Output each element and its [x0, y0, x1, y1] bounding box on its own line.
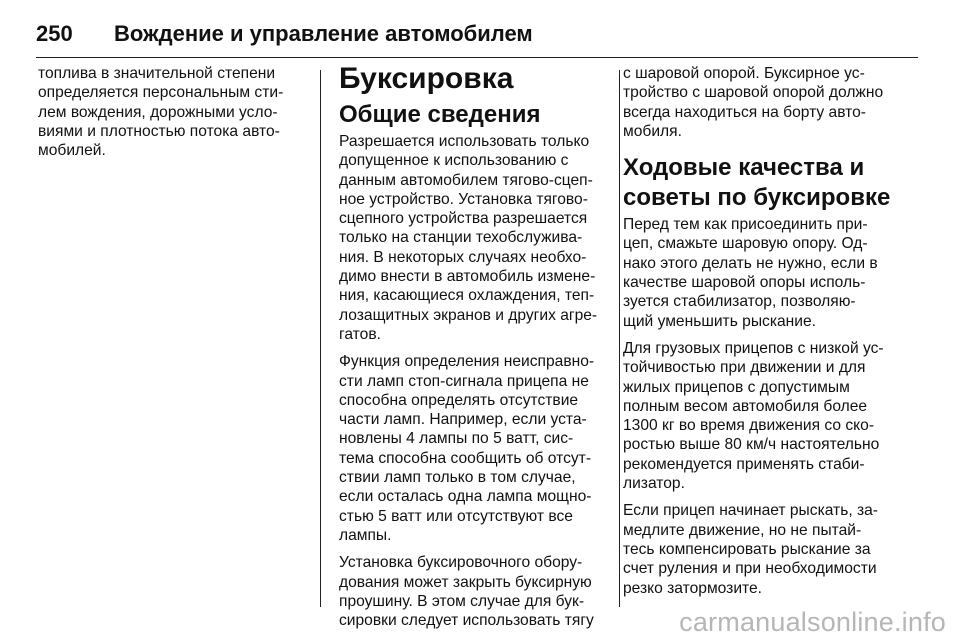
- text-line: Ходовые качества и: [623, 154, 865, 182]
- text-line: гатов.: [339, 325, 381, 343]
- text-line: зуется стабилизатор, позволяю-: [623, 293, 856, 311]
- text-line: части ламп. Например, если уста-: [339, 411, 587, 429]
- section-title-towing: Буксировка: [339, 62, 514, 95]
- page-header: [36, 10, 930, 58]
- paragraph-lamp-detection: [339, 352, 605, 545]
- text-line: Если прицеп начинает рыскать, за-: [623, 502, 879, 520]
- text-line: качестве шаровой опоры исполь-: [623, 274, 866, 292]
- watermark: carmanualsonline.info: [679, 607, 946, 637]
- text-line: данным автомобилем тягово-сцеп-: [339, 171, 593, 189]
- paragraph-fuel-consumption: [38, 64, 300, 160]
- subsection-title-driving-tips: [623, 153, 909, 213]
- paragraph-towing-eye: [339, 553, 605, 630]
- column-divider-2: [619, 70, 620, 607]
- chapter-title: Вождение и управление автомобилем: [114, 21, 533, 46]
- text-line: проушину. В этом случае для бук-: [339, 592, 585, 610]
- text-line: полным весом автомобиля более: [623, 397, 868, 415]
- text-line: лампы.: [339, 526, 392, 544]
- paragraph-snaking: [623, 501, 909, 597]
- text-column-2: [339, 64, 605, 638]
- text-line: ростью выше 80 км/ч настоятельно: [623, 436, 880, 454]
- text-line: тройство с шаровой опорой должно: [623, 84, 884, 102]
- paragraph-lubricate-ball: [623, 215, 909, 331]
- text-line: Разрешается использовать только: [339, 133, 590, 150]
- text-line: щий уменьшить рыскание.: [623, 312, 816, 330]
- text-line: дования может закрыть буксирную: [339, 573, 592, 591]
- text-line: димо внести в автомобиль измене-: [339, 268, 596, 286]
- text-line: тойчивостью при движении и для: [623, 359, 866, 377]
- text-line: всегда находиться на борту авто-: [623, 103, 866, 121]
- text-line: новлены 4 лампы по 5 ватт, сис-: [339, 430, 574, 448]
- paragraph-ball-coupling: [623, 64, 909, 141]
- text-line: цеп, смажьте шаровую опору. Од-: [623, 235, 868, 253]
- text-line: советы по буксировке: [623, 184, 891, 212]
- text-line: ное устройство. Установка тягово-: [339, 190, 588, 208]
- text-line: тесь компенсировать рыскание за: [623, 540, 871, 558]
- text-line: резко затормозите.: [623, 579, 762, 597]
- text-line: допущенное к использованию с: [339, 152, 569, 170]
- text-line: сцепного устройства разрешается: [339, 210, 588, 228]
- text-line: топлива в значительной степени: [38, 65, 276, 82]
- text-line: только на станции техобслужива-: [339, 229, 583, 247]
- text-line: определяется персональным сти-: [38, 84, 284, 102]
- text-line: сти ламп стоп-сигнала прицепа не: [339, 372, 589, 390]
- text-line: стью 5 ватт или отсутствуют все: [339, 507, 573, 525]
- text-line: мобиля.: [623, 122, 682, 140]
- text-line: лозащитных экранов и других агре-: [339, 306, 598, 324]
- page-number: 250: [36, 21, 73, 46]
- text-column-1: [38, 64, 300, 168]
- text-line: ния. В некоторых случаях необхо-: [339, 248, 587, 266]
- text-line: нако этого делать не нужно, если в: [623, 254, 878, 272]
- text-line: счет руления и при необходимости: [623, 560, 877, 578]
- text-line: тема способна сообщить об отсут-: [339, 449, 592, 467]
- text-line: лизатор.: [623, 475, 685, 493]
- paragraph-towbar-approval: [339, 132, 605, 344]
- text-line: Перед тем как присоединить при-: [623, 216, 868, 234]
- text-line: Установка буксировочного обору-: [339, 554, 583, 572]
- text-line: 1300 кг во время движения со ско-: [623, 417, 875, 435]
- text-line: ствии ламп только в том случае,: [339, 469, 576, 487]
- text-line: виями и плотностью потока авто-: [38, 122, 280, 140]
- text-line: способна определять отсутствие: [339, 391, 579, 409]
- text-line: мобилей.: [38, 142, 106, 160]
- subsection-title-general: Общие сведения: [339, 101, 541, 128]
- text-line: рекомендуется применять стаби-: [623, 455, 865, 473]
- text-line: лем вождения, дорожными усло-: [38, 103, 278, 121]
- text-column-3: [623, 64, 909, 606]
- text-line: сировки следует использовать тягу: [339, 612, 594, 630]
- paragraph-stabiliser: [623, 339, 909, 493]
- text-line: медлите движение, но не пытай-: [623, 521, 862, 539]
- text-line: Функция определения неисправно-: [339, 353, 595, 371]
- text-line: ния, касающиеся охлаждения, теп-: [339, 287, 595, 305]
- text-line: с шаровой опорой. Буксирное ус-: [623, 65, 865, 82]
- column-divider-1: [320, 70, 321, 607]
- text-line: если осталась одна лампа мощно-: [339, 488, 592, 506]
- header-divider: [36, 57, 918, 58]
- text-line: Для грузовых прицепов с низкой ус-: [623, 339, 884, 357]
- text-line: жилых прицепов с допустимым: [623, 378, 850, 396]
